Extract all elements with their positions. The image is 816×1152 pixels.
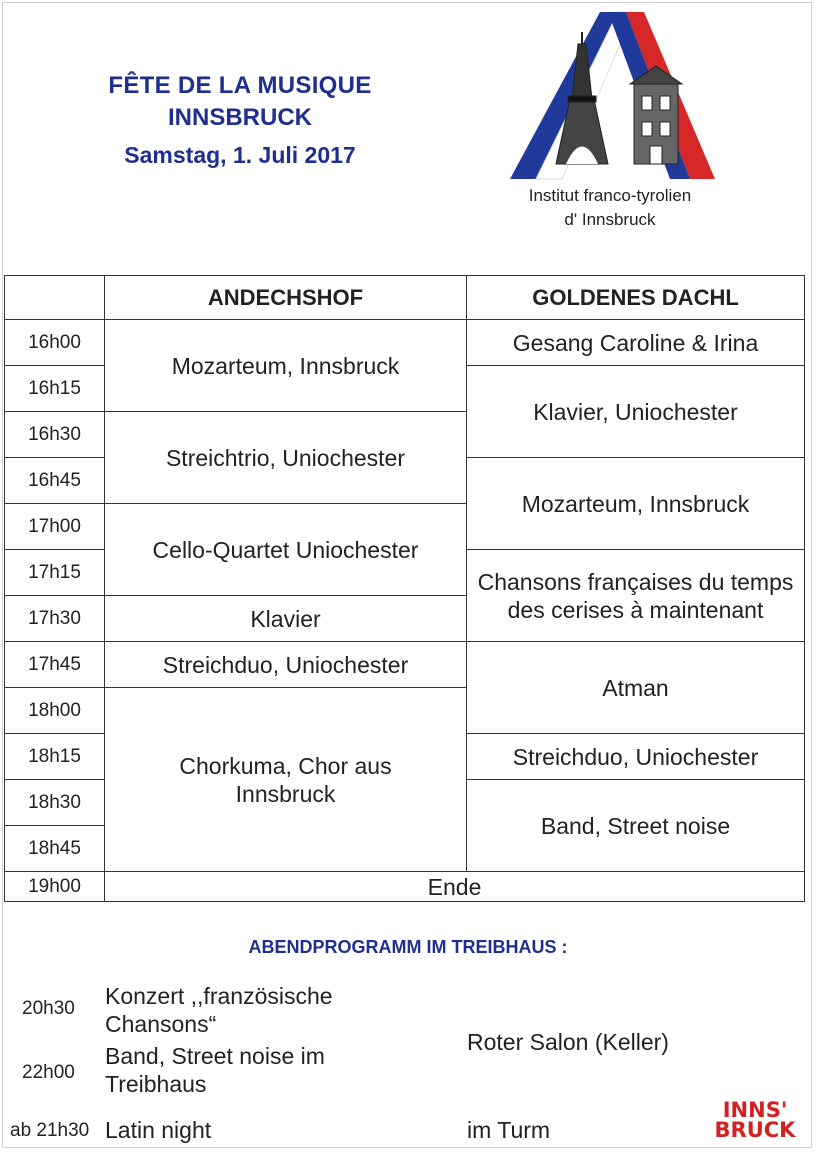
andechshof-cell: Klavier <box>105 596 467 642</box>
time-cell: 18h30 <box>5 780 105 826</box>
evening-program-title: ABENDPROGRAMM IM TREIBHAUS : <box>248 937 568 957</box>
dachl-cell: Streichduo, Uniochester <box>467 734 805 780</box>
venue-turm: im Turm <box>467 1117 551 1143</box>
time-cell: 17h15 <box>5 550 105 596</box>
dachl-cell: Gesang Caroline & Irina <box>467 320 805 366</box>
event-time: ab 21h30 <box>10 1120 90 1141</box>
dachl-cell: Mozarteum, Innsbruck <box>467 458 805 550</box>
dachl-cell: Chansons françaises du temps des cerises à maintenant <box>467 550 805 642</box>
event-title: FÊTE DE LA MUSIQUE <box>108 72 372 99</box>
table-row <box>5 872 805 902</box>
time-cell: 18h00 <box>5 688 105 734</box>
dachl-cell: Klavier, Uniochester <box>467 366 805 458</box>
event-date: Samstag, 1. Juli 2017 <box>124 142 356 168</box>
time-cell: 16h15 <box>5 366 105 412</box>
event-city: INNSBRUCK <box>168 104 312 131</box>
time-cell: 16h45 <box>5 458 105 504</box>
schedule-table <box>4 275 805 902</box>
dachl-cell: Band, Street noise <box>467 780 805 872</box>
andechshof-cell: Streichtrio, Uniochester <box>105 412 467 504</box>
time-cell: 17h00 <box>5 504 105 550</box>
event-header <box>60 70 420 172</box>
brand-line2: BRUCK <box>714 1118 796 1142</box>
event-name: Band, Street noise im Treibhaus <box>105 1043 325 1097</box>
time-cell: 18h15 <box>5 734 105 780</box>
time-cell: 16h30 <box>5 412 105 458</box>
event-time: 20h30 <box>22 998 75 1019</box>
tower-icon <box>630 66 682 164</box>
event-name: Latin night <box>105 1117 212 1143</box>
table-row <box>5 642 805 688</box>
table-row <box>5 320 805 366</box>
logo-caption-line1: Institut franco-tyrolien <box>528 186 692 205</box>
column-header-goldenes-dachl: GOLDENES DACHL <box>467 276 805 320</box>
ende-cell: Ende <box>105 872 805 902</box>
time-cell: 18h45 <box>5 826 105 872</box>
andechshof-cell: Cello-Quartet Uniochester <box>105 504 467 596</box>
time-cell: 17h30 <box>5 596 105 642</box>
event-name: Konzert ,,französische Chansons“ <box>105 983 333 1037</box>
time-cell: 19h00 <box>5 872 105 902</box>
innsbruck-logo <box>705 1100 805 1140</box>
logo-caption-line2: d' Innsbruck <box>564 210 656 229</box>
time-column-header <box>5 276 105 320</box>
event-time: 22h00 <box>22 1062 75 1083</box>
table-header-row <box>5 276 805 320</box>
andechshof-cell: Mozarteum, Innsbruck <box>105 320 467 412</box>
brand-line1: INNS' <box>722 1098 788 1122</box>
time-cell: 16h00 <box>5 320 105 366</box>
column-header-andechshof: ANDECHSHOF <box>105 276 467 320</box>
logo-caption <box>500 184 720 232</box>
venue-roter-salon: Roter Salon (Keller) <box>467 1029 669 1055</box>
dachl-cell: Atman <box>467 642 805 734</box>
time-cell: 17h45 <box>5 642 105 688</box>
andechshof-cell: Streichduo, Uniochester <box>105 642 467 688</box>
andechshof-cell: Chorkuma, Chor aus Innsbruck <box>105 688 467 872</box>
